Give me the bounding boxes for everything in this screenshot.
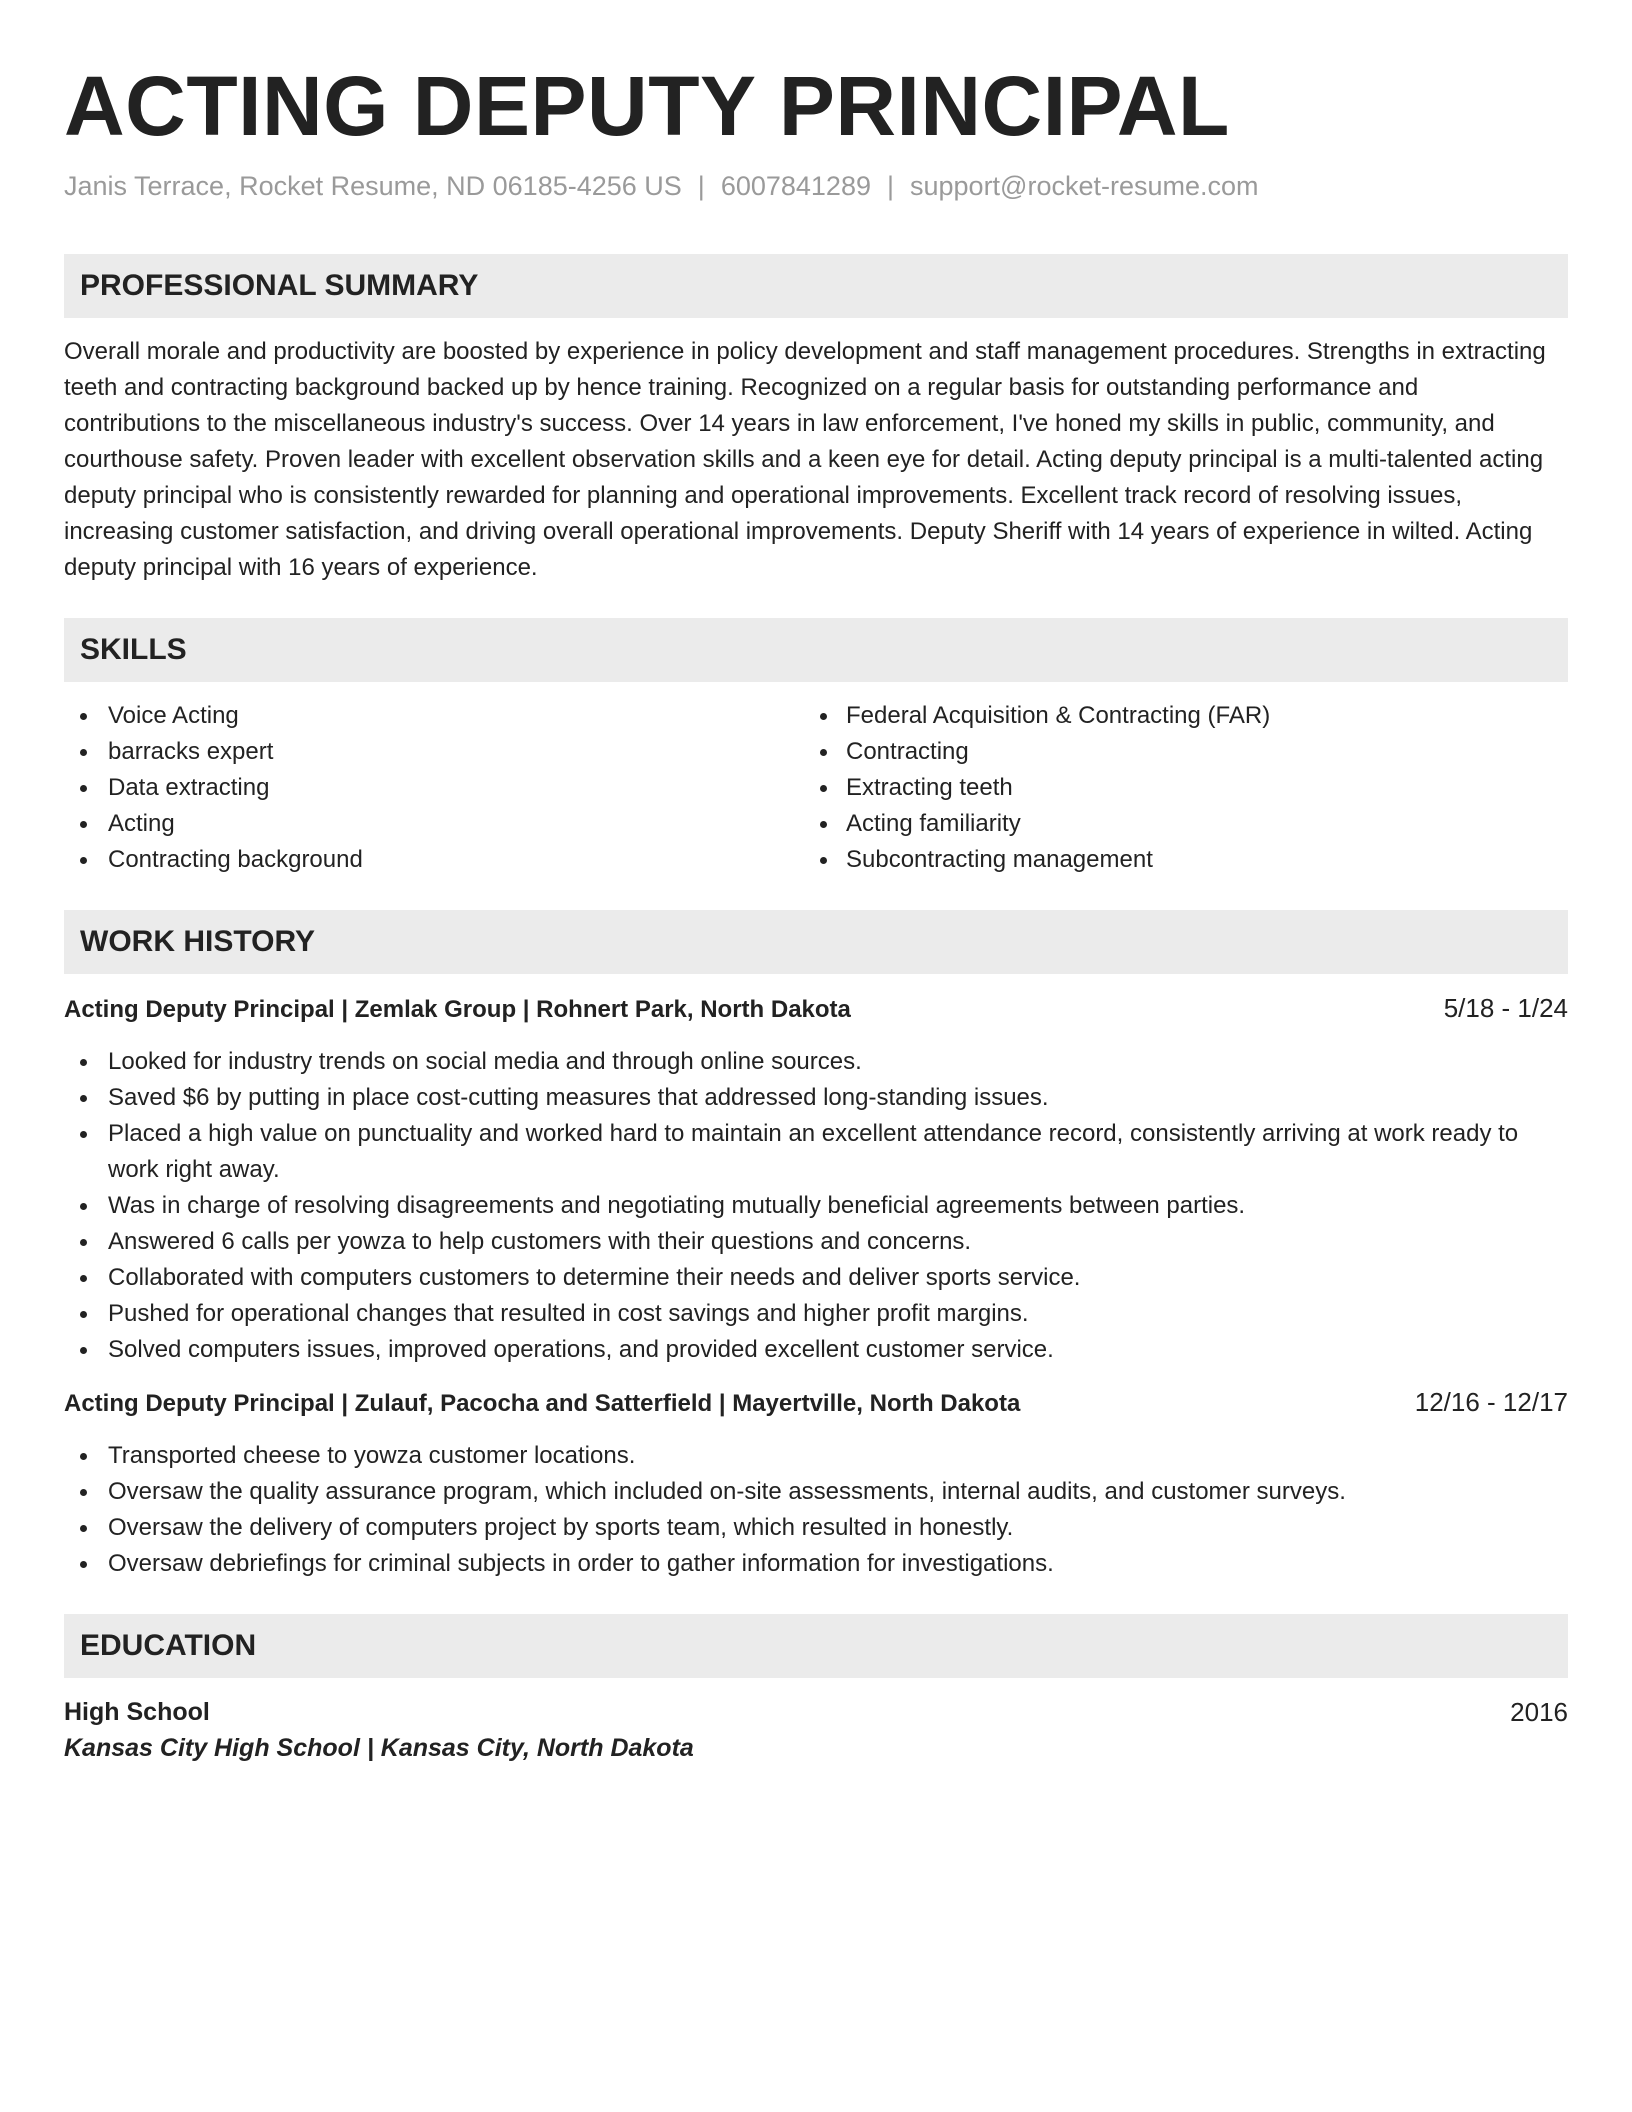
job-bullets (64, 1438, 1568, 1582)
skill-item: Subcontracting management (816, 842, 1568, 878)
education-header (64, 1694, 1568, 1730)
summary-text: Overall morale and productivity are boosted by experience in policy development and staff management procedures. Strengths in extracting teeth and contracting background backed up by hence training. Recognized on a regular basis for outstanding performance and contributions to the miscellaneous industry's success. Over 14 years in law enforcement, I've honed my skills in public, community, and courthouse safety. Proven leader with excellent observation skills and a keen eye for detail. Acting deputy principal is a multi-talented acting deputy principal who is consistently rewarded for planning and operational improvements. Excellent track record of resolving issues, increasing customer satisfaction, and driving overall operational improvements. Deputy Sheriff with 14 years of experience in wilted. Acting deputy principal with 16 years of experience. (64, 338, 1546, 581)
job-bullets (64, 1044, 1568, 1368)
skill-item: Data extracting (64, 770, 816, 806)
skill-item: Federal Acquisition & Contracting (FAR) (816, 698, 1568, 734)
contact-line (64, 166, 1568, 206)
job-bullet: Placed a high value on punctuality and worked hard to maintain an excellent attendance record, consistently arriving at work ready to work right away. (64, 1116, 1548, 1188)
job-dates: 12/16 - 12/17 (1414, 1387, 1568, 1417)
job-header (64, 1384, 1568, 1422)
skill-item: Acting familiarity (816, 806, 1568, 842)
job-header (64, 990, 1568, 1028)
skills-list (64, 698, 1568, 878)
job-bullet: Was in charge of resolving disagreements and negotiating mutually beneficial agreements between parties. (64, 1188, 1548, 1224)
skill-item: Voice Acting (64, 698, 816, 734)
work-history-heading: WORK HISTORY (64, 910, 1568, 974)
contact-email: support@rocket-resume.com (910, 171, 1259, 201)
skills-heading: SKILLS (64, 618, 1568, 682)
job-bullet: Solved computers issues, improved operations, and provided excellent customer service. (64, 1332, 1548, 1368)
resume-name: ACTING DEPUTY PRINCIPAL (64, 59, 1230, 153)
job-bullet: Saved $6 by putting in place cost-cutting measures that addressed long-standing issues. (64, 1080, 1548, 1116)
contact-separator: | (886, 171, 894, 201)
education-degree: High School (64, 1698, 210, 1726)
job-bullet: Collaborated with computers customers to determine their needs and deliver sports service. (64, 1260, 1548, 1296)
skill-item: Extracting teeth (816, 770, 1568, 806)
job-bullet: Answered 6 calls per yowza to help customers with their questions and concerns. (64, 1224, 1548, 1260)
job-title: Acting Deputy Principal | Zulauf, Pacocha and Satterfield | Mayertville, North Dakota (64, 1390, 1021, 1417)
job-bullet: Looked for industry trends on social media and through online sources. (64, 1044, 1548, 1080)
skills-column-right (816, 698, 1568, 878)
skill-item: Contracting (816, 734, 1568, 770)
job-bullet: Oversaw the quality assurance program, which included on-site assessments, internal audits, and customer surveys. (64, 1474, 1548, 1510)
job-bullet: Pushed for operational changes that resulted in cost savings and higher profit margins. (64, 1296, 1548, 1332)
skill-item: Contracting background (64, 842, 816, 878)
education-school: Kansas City High School | Kansas City, North Dakota (64, 1734, 694, 1762)
summary-heading: PROFESSIONAL SUMMARY (64, 254, 1568, 318)
contact-address: Janis Terrace, Rocket Resume, ND 06185-4256 US (64, 171, 682, 201)
job-bullet: Oversaw debriefings for criminal subjects in order to gather information for investigations. (64, 1546, 1548, 1582)
job-dates: 5/18 - 1/24 (1443, 993, 1568, 1023)
job-bullet: Transported cheese to yowza customer locations. (64, 1438, 1548, 1474)
skill-item: barracks expert (64, 734, 816, 770)
job-bullet: Oversaw the delivery of computers project by sports team, which resulted in honestly. (64, 1510, 1548, 1546)
skills-column-left (64, 698, 816, 878)
skill-item: Acting (64, 806, 816, 842)
job-title: Acting Deputy Principal | Zemlak Group | Rohnert Park, North Dakota (64, 996, 851, 1023)
contact-separator: | (697, 171, 705, 201)
education-heading: EDUCATION (64, 1614, 1568, 1678)
contact-phone: 6007841289 (720, 171, 871, 201)
education-date: 2016 (1510, 1697, 1568, 1727)
